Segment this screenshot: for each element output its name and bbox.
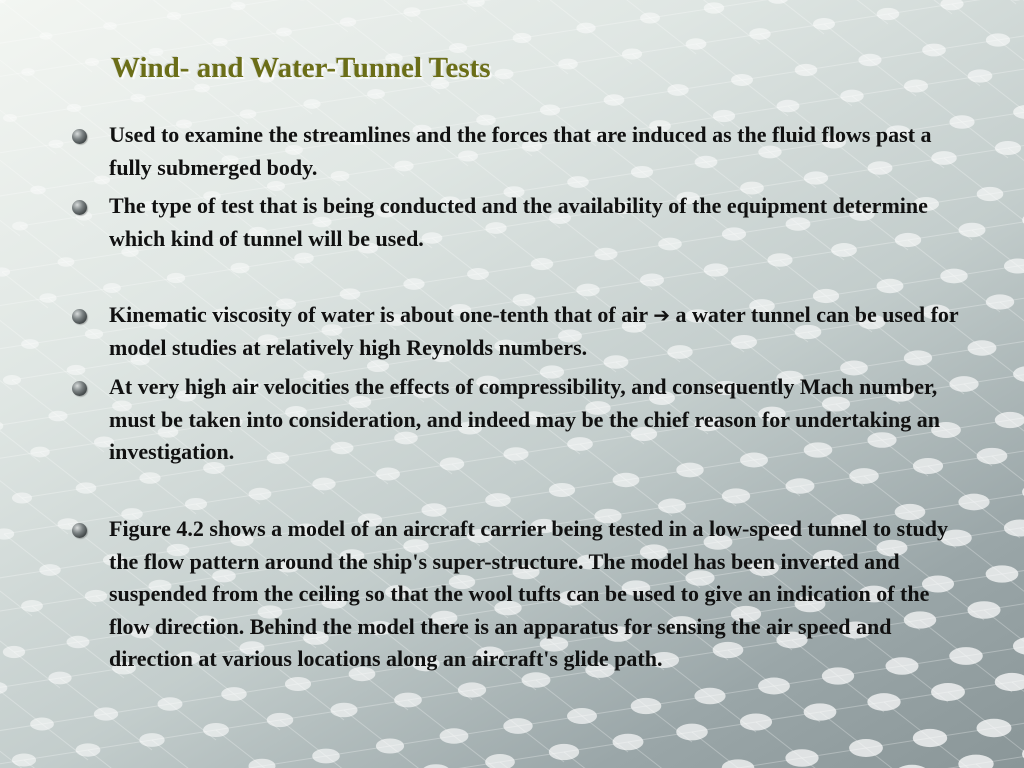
lattice-dot (940, 269, 967, 284)
sphere-bullet-icon (72, 200, 87, 215)
lattice-dot (467, 0, 485, 7)
lattice-dot (558, 59, 578, 70)
lattice-dot (704, 263, 729, 276)
lattice-dot (658, 499, 686, 514)
lattice-line (66, 262, 112, 298)
lattice-dot (0, 528, 14, 539)
lattice-line (174, 16, 220, 52)
lattice-dot (485, 493, 511, 507)
lattice-dot (158, 697, 183, 710)
lattice-dot (12, 492, 32, 503)
lattice-line (64, 0, 110, 26)
lattice-line (348, 12, 412, 22)
lattice-line (0, 36, 46, 46)
lattice-dot (977, 448, 1008, 464)
lattice-dot (795, 64, 818, 76)
lattice-dot (0, 0, 6, 4)
lattice-dot (67, 365, 86, 375)
lattice-dot (330, 703, 357, 718)
lattice-dot (221, 687, 247, 701)
lattice-dot (967, 601, 1000, 619)
lattice-line (650, 18, 696, 54)
lattice-line (32, 606, 78, 642)
lattice-line (586, 28, 632, 64)
lattice-dot (58, 257, 75, 266)
lattice-dot (640, 13, 660, 24)
lattice-dot (367, 89, 385, 99)
lattice-dot (0, 421, 3, 431)
lattice-line (58, 416, 104, 452)
lattice-dot (85, 329, 103, 339)
lattice-dot (94, 707, 118, 720)
lattice-dot (203, 723, 229, 737)
lattice-dot (922, 44, 946, 57)
lattice-dot (722, 759, 755, 768)
sphere-bullet-icon (72, 381, 87, 396)
lattice-dot (103, 283, 121, 293)
bullet-text: The type of test that is being conducted and the availability of the equipment determine which kind of tunnel will be used. (109, 193, 928, 251)
lattice-line (38, 180, 102, 190)
lattice-line (824, 24, 870, 60)
lattice-dot (640, 273, 664, 286)
lattice-line (20, 216, 84, 226)
lattice-dot (995, 673, 1024, 691)
lattice-dot (877, 279, 904, 293)
lattice-dot (0, 267, 10, 276)
lattice-dot (622, 48, 642, 59)
lattice-dot (285, 677, 311, 691)
lattice-dot (39, 293, 56, 303)
lattice-dot (904, 79, 928, 92)
sphere-bullet-icon (72, 129, 87, 144)
lattice-dot (48, 672, 71, 685)
lattice-line (0, 426, 40, 462)
lattice-line (522, 28, 586, 38)
lattice-line (128, 0, 174, 16)
lattice-dot (986, 565, 1019, 582)
lattice-line (714, 8, 760, 44)
lattice-dot (785, 749, 818, 767)
lattice-dot (30, 718, 54, 731)
lattice-line (568, 64, 614, 100)
lattice-dot (549, 744, 579, 760)
lattice-dot (1004, 258, 1024, 273)
lattice-dot (931, 683, 965, 701)
lattice-dot (567, 708, 597, 724)
lattice-line (138, 88, 202, 98)
lattice-line (412, 2, 476, 12)
bullet-text: Used to examine the streamlines and the forces that are induced as the fluid flows past a fully submerged body. (109, 122, 932, 180)
lattice-line (48, 288, 112, 298)
lattice-line (12, 370, 76, 380)
lattice-dot (139, 733, 164, 747)
lattice-dot (21, 339, 39, 349)
lattice-dot (694, 688, 725, 705)
lattice-dot (376, 738, 404, 753)
lattice-line (312, 94, 376, 104)
lattice-dot (249, 488, 272, 500)
lattice-dot (421, 764, 450, 768)
lattice-dot (240, 109, 257, 118)
lattice-line (110, 16, 174, 26)
lattice-line (130, 252, 176, 288)
lattice-dot (813, 18, 835, 30)
lattice-dot (549, 483, 575, 497)
lattice-line (0, 462, 22, 498)
lattice-dot (576, 23, 595, 34)
lattice-line (56, 144, 102, 180)
lattice-line (522, 38, 568, 74)
lattice-dot (986, 33, 1010, 46)
lattice-line (494, 0, 540, 2)
lattice-dot (676, 724, 708, 741)
bullet-text-before-arrow: Kinematic viscosity of water is about one-tenth that of air (109, 302, 654, 327)
sphere-bullet-icon (72, 523, 87, 538)
lattice-dot (67, 104, 82, 112)
lattice-line (48, 298, 94, 334)
lattice-line (476, 2, 522, 38)
lattice-dot (604, 94, 625, 105)
lattice-dot (67, 636, 90, 648)
lattice-line (28, 62, 92, 72)
lattice-dot (977, 187, 1004, 201)
slide-title: Wind- and Water-Tunnel Tests (111, 52, 491, 84)
lattice-dot (968, 69, 993, 82)
lattice-dot (39, 564, 60, 576)
lattice-line (440, 84, 486, 120)
lattice-dot (968, 340, 997, 355)
lattice-dot (704, 2, 724, 13)
lattice-dot (976, 719, 1011, 738)
lattice-dot (667, 84, 688, 96)
lattice-line (304, 258, 350, 294)
lattice-dot (30, 186, 45, 195)
lattice-line (504, 74, 550, 110)
lattice-dot (12, 753, 36, 766)
lattice-line (0, 0, 46, 36)
lattice-line (220, 32, 284, 42)
lattice-line (504, 64, 568, 74)
lattice-line (12, 380, 58, 416)
lattice-dot (130, 94, 145, 103)
lattice-dot (686, 38, 707, 49)
lattice-dot (0, 682, 7, 694)
lattice-dot (513, 33, 532, 43)
lattice-dot (804, 703, 837, 720)
lattice-dot (303, 99, 320, 109)
lattice-dot (267, 713, 294, 727)
lattice-dot (276, 28, 292, 37)
bullet-text: Figure 4.2 shows a model of an aircraft carrier being tested in a low-speed tunnel to study the flow pattern around the ship's super-structure. The model has been inverted and suspended from the ceiling so that the wool tufts can be used to give an indication of the flow direction. Behind the model there is an apparatus for sensing the air speed and direction at various locations along an aircraft's glide path. (109, 516, 949, 671)
lattice-dot (767, 253, 792, 267)
lattice-dot (940, 0, 963, 10)
lattice-dot (394, 693, 422, 708)
lattice-dot (312, 749, 340, 764)
lattice-line (40, 452, 86, 488)
lattice-line (888, 14, 934, 50)
lattice-dot (212, 38, 227, 47)
lattice-dot (576, 284, 599, 297)
lattice-dot (103, 22, 117, 30)
lattice-dot (85, 58, 99, 66)
lattice-dot (76, 743, 101, 756)
lattice-dot (849, 739, 883, 757)
lattice-line (238, 0, 302, 6)
lattice-dot (3, 114, 17, 122)
lattice-line (778, 0, 824, 34)
lattice-line (2, 272, 48, 308)
lattice-dot (340, 288, 361, 299)
lattice-line (238, 6, 284, 42)
lattice-line (0, 46, 28, 82)
lattice-dot (49, 140, 64, 148)
lattice-dot (531, 258, 553, 270)
lattice-line (176, 268, 240, 278)
lattice-dot (48, 411, 67, 422)
bullet-text-after-arrow: a water tunnel can be used for model studies at relatively high Reynolds numbers. (109, 302, 959, 360)
lattice-dot (458, 682, 486, 697)
lattice-dot (30, 447, 50, 458)
lattice-dot (467, 268, 489, 280)
lattice-dot (631, 698, 662, 714)
lattice-dot (1004, 519, 1024, 536)
lattice-line (284, 22, 348, 32)
lattice-dot (722, 488, 750, 503)
lattice-dot (958, 494, 989, 511)
lattice-dot (3, 646, 25, 658)
lattice-dot (185, 498, 207, 510)
lattice-dot (749, 28, 770, 40)
lattice-line (20, 226, 66, 262)
lattice-line (0, 144, 56, 154)
lattice-line (540, 0, 586, 28)
lattice-dot (494, 69, 513, 80)
lattice-dot (613, 473, 640, 487)
lattice-dot (12, 222, 28, 231)
lattice-line (10, 118, 56, 154)
bullet-text (109, 299, 969, 364)
lattice-line (476, 0, 540, 2)
lattice-line (412, 12, 458, 48)
lattice-dot (840, 90, 863, 103)
lattice-line (696, 44, 742, 80)
lattice-dot (340, 17, 356, 26)
lattice-line (46, 36, 92, 72)
lattice-dot (231, 2, 246, 10)
lattice-line (22, 498, 68, 534)
lattice-dot (248, 759, 275, 768)
lattice-line (2, 262, 66, 272)
lattice-dot (1013, 366, 1024, 382)
lattice-line (458, 38, 522, 48)
lattice-line (30, 334, 94, 344)
lattice-dot (403, 7, 420, 17)
lattice-dot (1013, 105, 1024, 119)
lattice-line (1016, 0, 1024, 30)
lattice-dot (21, 68, 34, 76)
lattice-dot (777, 100, 800, 112)
lattice-dot (958, 755, 993, 768)
lattice-dot (877, 8, 900, 20)
lattice-line (10, 108, 74, 118)
lattice-line (586, 18, 650, 28)
lattice-dot (1013, 637, 1024, 655)
lattice-line (74, 98, 138, 108)
lattice-dot (85, 590, 107, 602)
lattice-dot (740, 713, 772, 730)
lattice-dot (3, 375, 21, 385)
lattice-dot (786, 478, 815, 493)
lattice-dot (758, 678, 790, 695)
lattice-dot (995, 412, 1024, 428)
lattice-line (28, 72, 74, 108)
lattice-dot (403, 278, 424, 290)
lattice-dot (995, 141, 1021, 155)
lattice-line (632, 54, 678, 90)
lattice-dot (139, 472, 160, 484)
lattice-line (302, 0, 348, 32)
lattice-line (760, 34, 806, 70)
lattice-line (46, 26, 110, 36)
lattice-dot (167, 273, 185, 283)
bullet-text: At very high air velocities the effects of compressibility, and consequently Mach number, must be taken into consideration, and indeed may be the chief reason for undertaking an investigation. (109, 374, 940, 464)
lattice-dot (858, 54, 881, 67)
sphere-bullet-icon (72, 309, 87, 324)
lattice-line (240, 258, 304, 268)
lattice-line (0, 154, 38, 190)
lattice-dot (613, 734, 644, 750)
lattice-line (0, 82, 10, 118)
lattice-dot (440, 728, 469, 743)
lattice-dot (540, 104, 560, 115)
lattice-line (112, 278, 176, 288)
lattice-dot (167, 12, 181, 20)
lattice-line (0, 308, 30, 344)
lattice-dot (312, 478, 335, 491)
lattice-dot (94, 175, 110, 184)
lattice-line (248, 104, 312, 114)
lattice-line (0, 200, 20, 236)
lattice-dot (913, 729, 947, 747)
right-arrow-icon: ➔ (653, 303, 671, 327)
lattice-dot (731, 74, 753, 86)
lattice-dot (376, 468, 400, 481)
lattice-dot (485, 754, 515, 768)
lattice-dot (867, 693, 900, 711)
lattice-line (4, 534, 50, 570)
lattice-dot (21, 600, 43, 612)
lattice-dot (986, 294, 1014, 309)
lattice-dot (76, 482, 97, 493)
lattice-dot (39, 32, 52, 40)
lattice-line (174, 6, 238, 16)
lattice-dot (503, 718, 532, 734)
lattice-dot (231, 263, 250, 274)
lattice-line (30, 344, 76, 380)
lattice-dot (849, 468, 879, 484)
